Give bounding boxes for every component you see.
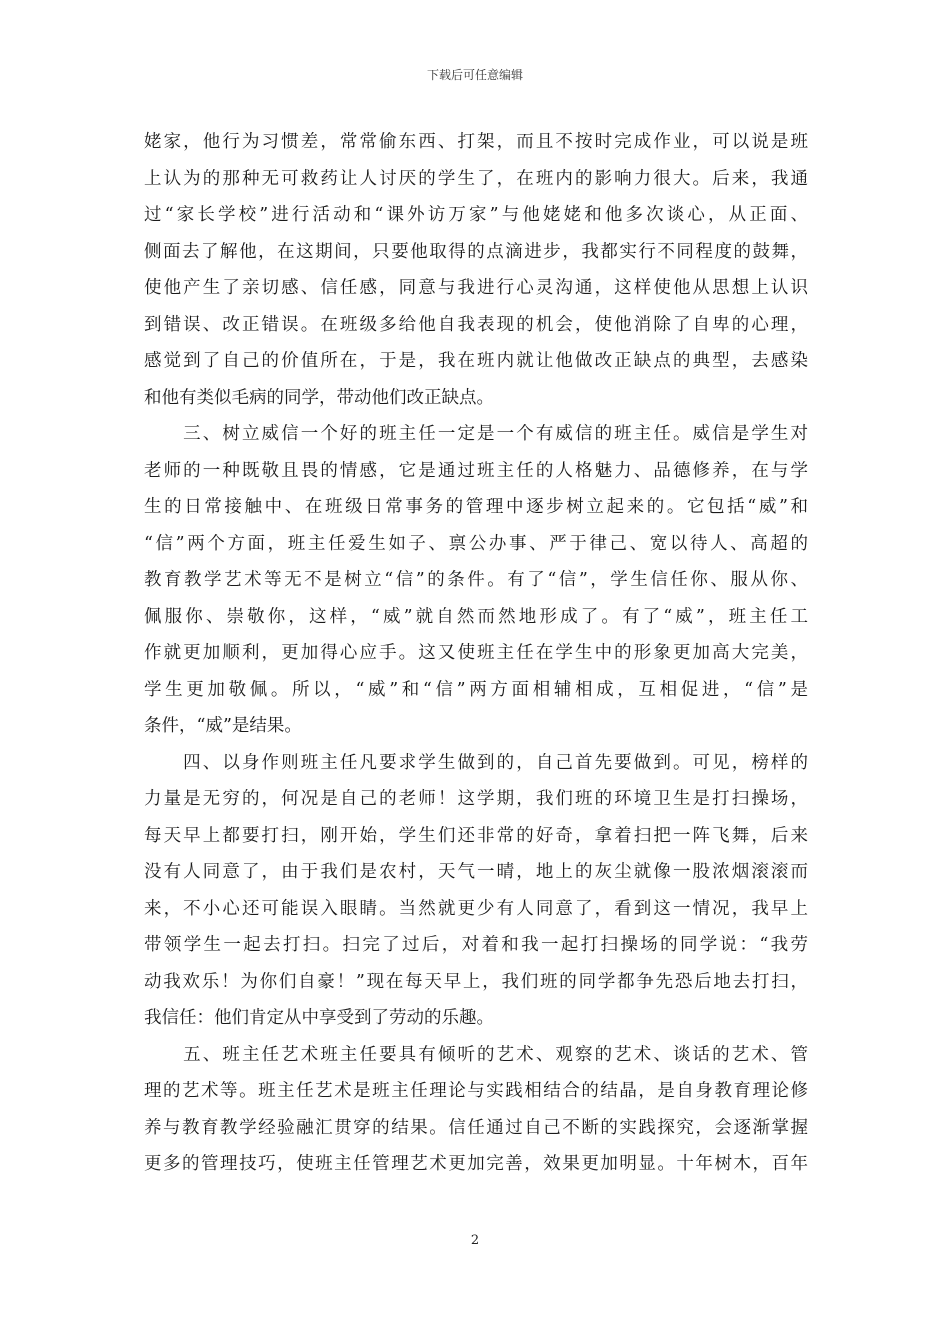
- text-line: 理的艺术等。班主任艺术是班主任理论与实践相结合的结晶，是自身教育理论修: [144, 1081, 808, 1101]
- text-line: 过“家长学校”进行活动和“课外访万家”与他姥姥和他多次谈心，从正面、: [144, 205, 808, 225]
- text-line: “信”两个方面，班主任爱生如子、禀公办事、严于律己、宽以待人、高超的: [144, 533, 808, 554]
- text-line: 老师的一种既敬且畏的情感，它是通过班主任的人格魅力、品德修养，在与学: [144, 460, 808, 481]
- text-line: 动我欢乐！为你们自豪！”现在每天早上，我们班的同学都争先恐后地去打扫，: [144, 971, 808, 992]
- text-line: 更多的管理技巧，使班主任管理艺术更加完善，效果更加明显。十年树木，百年: [144, 1154, 808, 1174]
- text-line: 生的日常接触中、在班级日常事务的管理中逐步树立起来的。它包括“威”和: [144, 497, 808, 517]
- page-number: 2: [470, 1233, 480, 1248]
- text-line: 带领学生一起去打扫。扫完了过后，对着和我一起打扫操场的同学说：“我劳: [144, 935, 808, 955]
- text-line: 每天早上都要打扫，刚开始，学生们还非常的好奇，拿着扫把一阵飞舞，后来: [144, 825, 808, 846]
- text-line: 到错误、改正错误。在班级多给他自我表现的机会，使他消除了自卑的心理，: [144, 314, 808, 335]
- text-line: 教育教学艺术等无不是树立“信”的条件。有了“信”，学生信任你、服从你、: [144, 570, 808, 590]
- text-line: 四、以身作则班主任凡要求学生做到的，自己首先要做到。可见，榜样的: [144, 752, 808, 773]
- text-line: 和他有类似毛病的同学，带动他们改正缺点。: [144, 387, 494, 408]
- text-line: 佩服你、崇敬你，这样，“威”就自然而然地形成了。有了“威”，班主任工: [144, 606, 808, 627]
- text-line: 姥家，他行为习惯差，常常偷东西、打架，而且不按时完成作业，可以说是班: [144, 132, 808, 152]
- text-line: 没有人同意了，由于我们是农村，天气一晴，地上的灰尘就像一股浓烟滚滚而: [144, 862, 808, 882]
- text-line: 来，不小心还可能误入眼睛。当然就更少有人同意了，看到这一情况，我早上: [144, 898, 808, 919]
- page-header: 下载后可任意编辑: [426, 68, 523, 82]
- text-line: 力量是无穷的，何况是自己的老师！这学期，我们班的环境卫生是打扫操场，: [144, 789, 808, 809]
- text-line: 条件，“威”是结果。: [144, 716, 302, 736]
- text-line: 养与教育教学经验融汇贯穿的结果。信任通过自己不断的实践探究，会逐渐掌握: [144, 1117, 808, 1138]
- text-line: 侧面去了解他，在这期间，只要他取得的点滴进步，我都实行不同程度的鼓舞，: [144, 241, 808, 262]
- text-line: 五、班主任艺术班主任要具有倾听的艺术、观察的艺术、谈话的艺术、管: [144, 1044, 808, 1065]
- text-line: 上认为的那种无可救药让人讨厌的学生了，在班内的影响力很大。后来，我通: [144, 168, 808, 189]
- text-line: 我信任：他们肯定从中享受到了劳动的乐趣。: [144, 1008, 494, 1028]
- text-line: 感觉到了自己的价值所在，于是，我在班内就让他做改正缺点的典型，去感染: [144, 351, 808, 371]
- text-line: 作就更加顺利，更加得心应手。这又使班主任在学生中的形象更加高大完美，: [144, 643, 808, 663]
- text-line: 三、树立威信一个好的班主任一定是一个有威信的班主任。威信是学生对: [144, 424, 808, 444]
- document-body: [144, 124, 808, 1183]
- text-line: 学生更加敬佩。所以，“威”和“信”两方面相辅相成，互相促进，“信”是: [144, 679, 808, 700]
- text-line: 使他产生了亲切感、信任感，同意与我进行心灵沟通，这样使他从思想上认识: [144, 278, 808, 298]
